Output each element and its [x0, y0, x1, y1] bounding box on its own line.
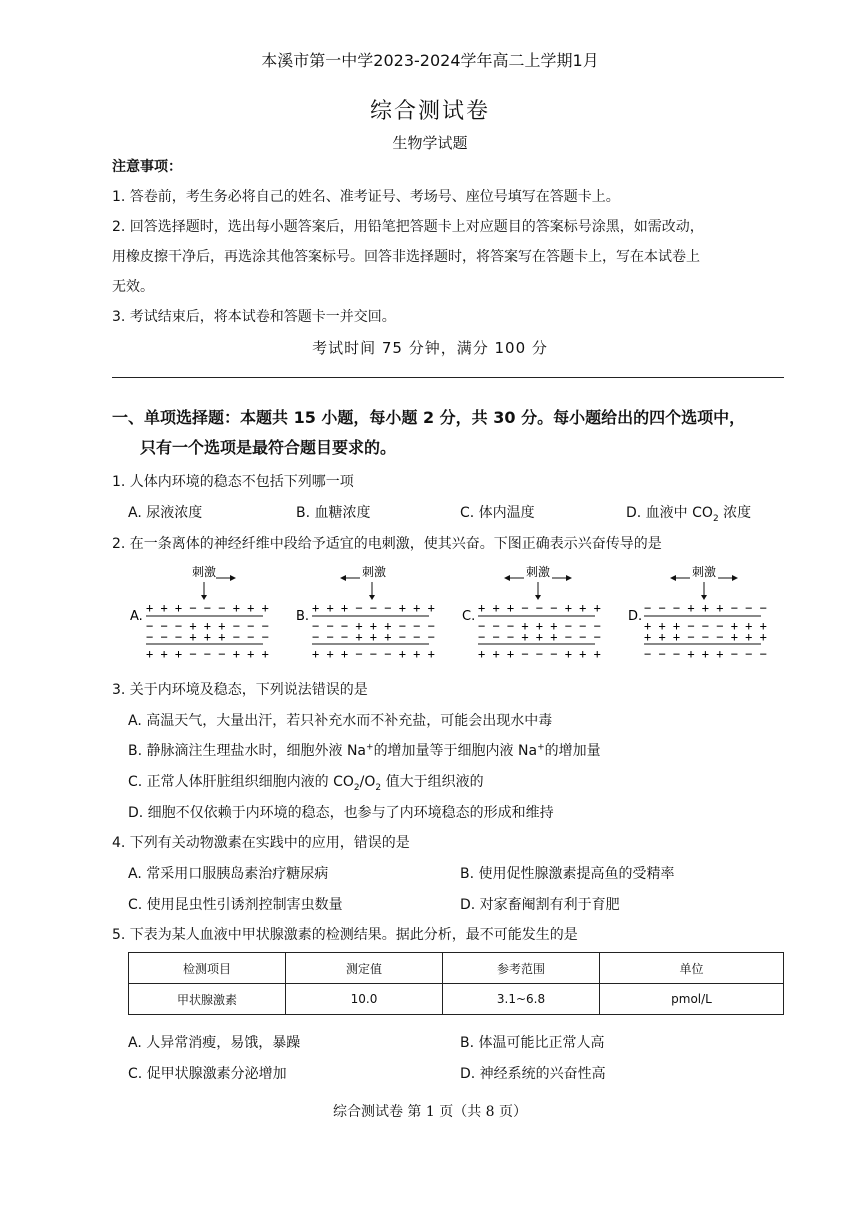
q2-a-row3: − − − + + + − − − — [146, 630, 269, 644]
q2-b-row4: + + + − − − + + + — [312, 647, 435, 661]
q2-option-b-stim: 刺激 — [362, 565, 387, 579]
q2-d-row1: − − − + + + − − − — [644, 601, 767, 615]
table-header-row — [129, 953, 784, 984]
q2-option-b — [296, 564, 435, 661]
q2-option-c-letter: C. — [462, 609, 476, 624]
q2-c-row3: − − − + + + − − − — [478, 630, 601, 644]
q2-option-a — [130, 564, 269, 661]
school-line: 本溪市第一中学2023-2024学年高二上学期1月 — [261, 51, 599, 70]
q2-stem: 2. 在一条离体的神经纤维中段给予适宜的电刺激，使其兴奋。下图正确表示兴奋传导的是 — [112, 536, 662, 552]
q2-b-row1: + + + − − − + + + — [312, 601, 435, 615]
q5-stem: 5. 下表为某人血液中甲状腺激素的检测结果。据此分析，最不可能发生的是 — [112, 927, 578, 943]
q1-stem: 1. 人体内环境的稳态不包括下列哪一项 — [112, 474, 354, 490]
q4-option-b: B. 使用促性腺激素提高鱼的受精率 — [460, 866, 675, 882]
q1-option-b: B. 血糖浓度 — [296, 505, 371, 521]
q4-option-c: C. 使用昆虫性引诱剂控制害虫数量 — [128, 897, 343, 913]
q2-a-row4: + + + − − − + + + — [146, 647, 269, 661]
q2-option-a-letter: A. — [130, 609, 143, 624]
table-cell: pmol/L — [600, 984, 784, 1015]
q2-option-a-stim: 刺激 — [192, 565, 217, 579]
table-header-cell: 单位 — [600, 953, 784, 984]
q1-option-d: D. 血液中 $CO_2$ 浓度 — [626, 505, 752, 524]
section-heading-line2: 只有一个选项是最符合题目要求的。 — [140, 438, 397, 457]
q2-option-d-stim: 刺激 — [692, 565, 717, 579]
table-cell: 10.0 — [286, 984, 443, 1015]
q3-option-a: A. 高温天气，大量出汗，若只补充水而不补充盐，可能会出现水中毒 — [128, 713, 553, 729]
q1-option-c: C. 体内温度 — [460, 505, 535, 521]
table-row — [129, 984, 784, 1015]
table-cell: 3.1~6.8 — [443, 984, 600, 1015]
table-header-cell: 参考范围 — [443, 953, 600, 984]
q2-option-d-letter: D. — [628, 609, 643, 624]
divider — [112, 377, 784, 378]
q2-diagram — [120, 560, 792, 670]
q2-d-row3: + + + − − − + + + — [644, 630, 767, 644]
table-cell: 甲状腺激素 — [129, 984, 286, 1015]
q2-option-b-letter: B. — [296, 609, 310, 624]
q4-option-d: D. 对家畜阉割有利于育肥 — [460, 897, 620, 913]
q4-stem: 4. 下列有关动物激素在实践中的应用，错误的是 — [112, 835, 410, 851]
q2-option-c — [462, 564, 601, 661]
notice-line-5: 3. 考试结束后，将本试卷和答题卡一并交回。 — [112, 309, 396, 325]
q2-option-d — [628, 564, 767, 661]
q2-c-row4: + + + − − − + + + — [478, 647, 601, 661]
q2-c-row1: + + + − − − + + + — [478, 601, 601, 615]
q3-option-d: D. 细胞不仅依赖于内环境的稳态，也参与了内环境稳态的形成和维持 — [128, 805, 554, 821]
q2-d-row2: + + + − − − + + + — [644, 619, 767, 633]
q5-option-b: B. 体温可能比正常人高 — [460, 1035, 605, 1051]
section-heading-line1: 一、单项选择题：本题共 15 小题，每小题 2 分，共 30 分。每小题给出的四个选项中， — [112, 408, 746, 427]
q2-a-row1: + + + − − − + + + — [146, 601, 269, 615]
q1-option-a: A. 尿液浓度 — [128, 505, 203, 521]
notice-heading: 注意事项： — [112, 159, 182, 175]
page-footer: 综合测试卷 第 1 页（共 8 页） — [332, 1104, 528, 1120]
q5-option-a: A. 人异常消瘦，易饿，暴躁 — [128, 1035, 301, 1051]
q5-option-d: D. 神经系统的兴奋性高 — [460, 1066, 606, 1082]
q2-c-row2: − − − + + + − − − — [478, 619, 601, 633]
q3-option-b: B. 静脉滴注生理盐水时，细胞外液 Na+的增加量等于细胞内液 Na+的增加量 — [128, 742, 601, 759]
q2-b-row2: − − − + + + − − − — [312, 619, 435, 633]
q5-result-table — [128, 952, 784, 1015]
subject-title: 生物学试题 — [392, 134, 468, 152]
q5-option-c: C. 促甲状腺激素分泌增加 — [128, 1066, 287, 1082]
q2-option-c-stim: 刺激 — [526, 565, 551, 579]
q2-d-row4: − − − + + + − − − — [644, 647, 767, 661]
q2-b-row3: − − − + + + − − − — [312, 630, 435, 644]
page-title: 综合测试卷 — [369, 99, 490, 124]
exam-time: 考试时间 75 分钟，满分 100 分 — [312, 339, 548, 357]
notice-line-2: 2. 回答选择题时，选出每小题答案后，用铅笔把答题卡上对应题目的答案标号涂黑，如需改动， — [112, 219, 704, 235]
q4-option-a: A. 常采用口服胰岛素治疗糖尿病 — [128, 866, 329, 882]
notice-line-1: 1. 答卷前，考生务必将自己的姓名、准考证号、考场号、座位号填写在答题卡上。 — [112, 189, 620, 205]
notice-line-4: 无效。 — [112, 279, 154, 295]
q3-option-c: C. 正常人体肝脏组织细胞内液的 $CO_2/O_2$ 值大于组织液的 — [128, 774, 484, 793]
q3-stem: 3. 关于内环境及稳态，下列说法错误的是 — [112, 682, 368, 698]
table-header-cell: 测定值 — [286, 953, 443, 984]
notice-line-3: 用橡皮擦干净后，再选涂其他答案标号。回答非选择题时，将答案写在答题卡上，写在本试卷上 — [112, 249, 700, 265]
q2-a-row2: − − − + + + − − − — [146, 619, 269, 633]
table-header-cell: 检测项目 — [129, 953, 286, 984]
